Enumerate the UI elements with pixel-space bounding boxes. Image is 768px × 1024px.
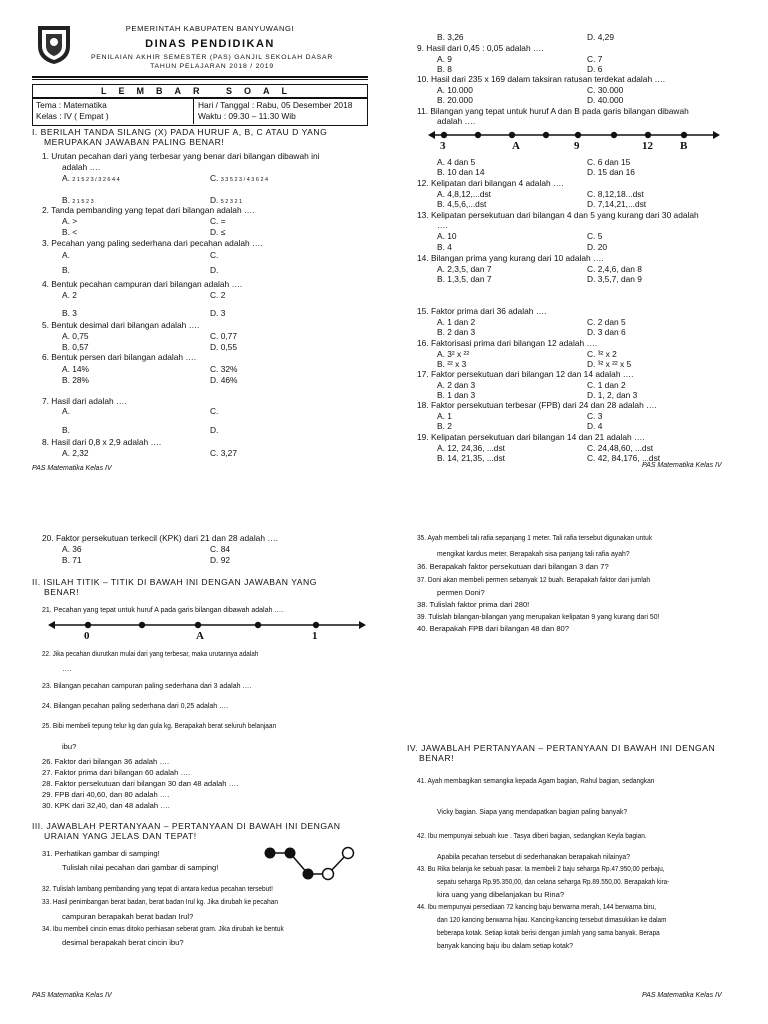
question-27: 27. Faktor prima dari bilangan 60 adalah …. (42, 768, 191, 777)
question-3: 3. Pecahan yang paling sederhana dari pecahan adalah …. (42, 238, 263, 248)
option-13a[interactable]: A. 10 (437, 231, 457, 241)
option-13b[interactable]: B. 4 (437, 242, 452, 252)
option-3a[interactable]: A. (62, 250, 70, 260)
option-14d[interactable]: D. 3,5,7, dan 9 (587, 274, 642, 284)
option-16c[interactable]: C. ³² x 2 (587, 349, 617, 359)
info-hari: Hari / Tanggal : Rabu, 05 Desember 2018 (198, 100, 353, 110)
question-15: 15. Faktor prima dari 36 adalah …. (417, 306, 547, 316)
question-11-cont: adalah …. (437, 116, 476, 126)
option-8b[interactable]: B. 3,26 (437, 32, 464, 42)
lembar-soal-title: LEMBAR SOAL (32, 84, 368, 98)
option-1a[interactable]: A. 2 1 5 2 3 / 3 2 6 4 4 (62, 173, 120, 183)
footer-page1-right: PAS Matematika Kelas IV (642, 462, 722, 469)
nl11-label-3: 3 (440, 140, 446, 152)
option-20a[interactable]: A. 36 (62, 544, 82, 554)
question-36: 36. Berapakah faktor persekutuan dari bilangan 3 dan 7? (417, 562, 609, 571)
question-25-cont: ibu? (62, 742, 77, 751)
nl21-label-1: 1 (312, 630, 318, 642)
section-1-heading: I. BERILAH TANDA SILANG (X) PADA HURUF A, B, C ATAU D YANG MERUPAKAN JAWABAN PALING BENAR! (32, 127, 328, 147)
question-11: 11. Bilangan yang tepat untuk huruf A dan B pada garis bilangan dibawah (417, 106, 689, 116)
option-3b[interactable]: B. (62, 265, 70, 275)
option-6b[interactable]: B. 28% (62, 375, 90, 385)
nl21-label-A: A (196, 630, 204, 642)
option-4d[interactable]: D. 3 (210, 308, 226, 318)
option-9a[interactable]: A. 9 (437, 54, 452, 64)
question-39: 39. Tulislah bilangan-bilangan yang merupakan kelipatan 9 yang kurang dari 50! (417, 612, 660, 621)
option-13c[interactable]: C. 5 (587, 231, 603, 241)
option-15c[interactable]: C. 2 dan 5 (587, 317, 626, 327)
question-2: 2. Tanda pembanding yang tepat dari bilangan adalah …. (42, 205, 255, 215)
option-14c[interactable]: C. 2,4,6, dan 8 (587, 264, 642, 274)
question-35: 35. Ayah membeli tali rafia sepanjang 1 meter. Tali rafia tersebut digunakan untuk (417, 533, 653, 542)
option-16b[interactable]: B. ²² x 3 (437, 359, 467, 369)
question-31: 31. Perhatikan gambar di samping! (42, 849, 160, 858)
nl11-label-B: B (680, 140, 688, 152)
option-17b[interactable]: B. 1 dan 3 (437, 390, 476, 400)
question-35-cont: mengikat kardus meter. Berapakah sisa panjang tali rafia ayah? (437, 549, 630, 558)
option-3d[interactable]: D. (210, 265, 219, 275)
option-12b[interactable]: B. 4,5,6,...dst (437, 199, 487, 209)
option-2d[interactable]: D. ≤ (210, 227, 226, 237)
circle-diagram (256, 842, 364, 886)
option-20d[interactable]: D. 92 (210, 555, 231, 565)
question-17: 17. Faktor persekutuan dari bilangan 12 dan 14 adalah …. (417, 369, 634, 379)
question-4: 4. Bentuk pecahan campuran dari bilangan adalah …. (42, 279, 243, 289)
option-3c[interactable]: C. (210, 250, 219, 260)
question-44-cont: dan 120 kancing berwarna hijau. Kancing-kancing tersebut dimasukkan ke dalam (437, 915, 667, 924)
question-32: 32. Tulislah lambang pembanding yang tepat di antara kedua pecahan tersebut! (42, 884, 273, 893)
option-19a[interactable]: A. 12, 24,36, ...dst (437, 443, 505, 453)
number-line-21 (48, 618, 366, 644)
question-43-cont2: kira uang yang dibelanjakan bu Rina? (437, 890, 565, 899)
header-line1: PEMERINTAH KABUPATEN BANYUWANGI (125, 24, 295, 33)
option-2c[interactable]: C. = (210, 216, 226, 226)
option-9b[interactable]: B. 8 (437, 64, 452, 74)
option-4b[interactable]: B. 3 (62, 308, 77, 318)
question-29: 29. FPB dari 40,60, dan 80 adalah …. (42, 790, 170, 799)
option-5d[interactable]: D. 0,55 (210, 342, 238, 352)
question-22: 22. Jika pecahan diurutkan mulai dari yang terbesar, maka urutannya adalah (42, 649, 259, 658)
option-17a[interactable]: A. 2 dan 3 (437, 380, 476, 390)
section-4-heading: IV. JAWABLAH PERTANYAAN – PERTANYAAN DI BAWAH INI DENGAN BENAR! (407, 743, 716, 763)
option-10a[interactable]: A. 10.000 (437, 85, 473, 95)
question-7: 7. Hasil dari adalah …. (42, 396, 127, 406)
question-43-cont: sepatu seharga Rp.95.350,00, dan celana seharga Rp.89.550,00. Berapakah kira- (437, 877, 670, 886)
option-4a[interactable]: A. 2 (62, 290, 77, 300)
option-9c[interactable]: C. 7 (587, 54, 603, 64)
number-line-11 (428, 128, 720, 154)
option-7b[interactable]: B. (62, 425, 70, 435)
section-3-heading: III. JAWABLAH PERTANYAAN – PERTANYAAN DI BAWAH INI DENGAN URAIAN YANG JELAS DAN TEPAT! (32, 821, 341, 841)
option-12d[interactable]: D. 7,14,21,...dst (587, 199, 647, 209)
question-44: 44. Ibu mempunyai persediaan 72 kancing baju berwarna merah, 144 berwarna biru, (417, 902, 657, 911)
option-19b[interactable]: B. 14, 21,35, ...dst (437, 453, 505, 463)
question-33: 33. Hasil penimbangan berat badan, berat badan Irul kg. Jika dirubah ke pecahan (42, 897, 278, 906)
header-line2: DINAS PENDIDIKAN (145, 38, 275, 50)
option-8a[interactable]: A. 2,32 (62, 448, 89, 458)
question-25: 25. Bibi membeli tepung telur kg dan gula kg. Berapakah berat seluruh belanjaan (42, 721, 277, 730)
option-15b[interactable]: B. 2 dan 3 (437, 327, 476, 337)
option-14b[interactable]: B. 1,3,5, dan 7 (437, 274, 492, 284)
nl21-label-0: 0 (84, 630, 90, 642)
option-1b[interactable]: B. 2 1 5 2 3 (62, 195, 94, 205)
option-11b[interactable]: B. 10 dan 14 (437, 167, 485, 177)
question-30: 30. KPK dari 32,40, dan 48 adalah …. (42, 801, 170, 810)
option-11a[interactable]: A. 4 dan 5 (437, 157, 476, 167)
option-19c[interactable]: C. 24,48,60, ...dst (587, 443, 654, 453)
option-13d[interactable]: D. 20 (587, 242, 608, 252)
option-8c[interactable]: C. 3,27 (210, 448, 238, 458)
question-43: 43. Bu Rika belanja ke sebuah pasar. Ia membeli 2 baju seharga Rp.47.950,00 perbaju, (417, 864, 665, 873)
option-16a[interactable]: A. 3² x ²² (437, 349, 470, 359)
option-17c[interactable]: C. 1 dan 2 (587, 380, 626, 390)
question-26: 26. Faktor dari bilangan 36 adalah …. (42, 757, 170, 766)
option-7c[interactable]: C. (210, 406, 219, 416)
question-44-cont2: beberapa kotak. Setiap kotak berisi dengan jumlah yang sama banyak. Berapa (437, 928, 660, 937)
footer-page1-left: PAS Matematika Kelas IV (32, 465, 112, 472)
option-4c[interactable]: C. 2 (210, 290, 226, 300)
option-2b[interactable]: B. < (62, 227, 78, 237)
option-15a[interactable]: A. 1 dan 2 (437, 317, 476, 327)
info-tema: Tema : Matematika (36, 100, 107, 110)
question-1-cont: adalah …. (62, 162, 101, 172)
question-37-cont: permen Doni? (437, 588, 485, 597)
question-24: 24. Bilangan pecahan paling sederhana dari 0,25 adalah …. (42, 701, 229, 710)
question-44-cont3: banyak kancing baju ibu dalam setiap kotak? (437, 941, 574, 950)
question-6: 6. Bentuk persen dari bilangan adalah …. (42, 352, 197, 362)
question-21: 21. Pecahan yang tepat untuk huruf A pada garis bilangan dibawah adalah …. (42, 605, 284, 614)
question-16: 16. Faktorisasi prima dari bilangan 12 adalah …. (417, 338, 598, 348)
question-13: 13. Kelipatan persekutuan dari bilangan 4 dan 5 yang kurang dari 30 adalah (417, 210, 699, 220)
question-23: 23. Bilangan pecahan campuran paling sederhana dari 3 adalah …. (42, 681, 252, 690)
option-7d[interactable]: D. (210, 425, 219, 435)
question-42: 42. Ibu mempunyai sebuah kue . Tasya diberi bagian, sedangkan Keyla bagian. (417, 831, 647, 840)
question-41-cont: Vicky bagian. Siapa yang mendapatkan bagian paling banyak? (437, 807, 628, 816)
question-37: 37. Doni akan membeli permen sebanyak 12 buah. Berapakah faktor dari jumlah (417, 575, 651, 584)
question-38: 38. Tulislah faktor prima dari 280! (417, 600, 530, 609)
option-5c[interactable]: C. 0,77 (210, 331, 238, 341)
question-34: 34. Ibu membeli cincin emas ditoko perhiasan seberat gram. Jika dirubah ke bentuk (42, 924, 284, 933)
question-18: 18. Faktor persekutuan terbesar (FPB) dari 24 dan 28 adalah …. (417, 400, 657, 410)
option-6c[interactable]: C. 32% (210, 364, 238, 374)
question-14: 14. Bilangan prima yang kurang dari 10 adalah …. (417, 253, 604, 263)
option-10c[interactable]: C. 30.000 (587, 85, 624, 95)
header-separator-thin (32, 79, 368, 80)
info-kelas: Kelas : IV ( Empat ) (36, 111, 109, 121)
option-5b[interactable]: B. 0,57 (62, 342, 89, 352)
question-13-cont: …. (437, 220, 448, 230)
question-10: 10. Hasil dari 235 x 169 dalam taksiran ratusan terdekat adalah …. (417, 74, 666, 84)
option-20c[interactable]: C. 84 (210, 544, 231, 554)
option-18b[interactable]: B. 2 (437, 421, 452, 431)
option-15d[interactable]: D. 3 dan 6 (587, 327, 626, 337)
option-11c[interactable]: C. 6 dan 15 (587, 157, 631, 167)
info-waktu: Waktu : 09.30 – 11.30 Wib (198, 111, 296, 121)
option-19d[interactable]: C. 42, 84,176, ...dst (587, 453, 661, 463)
option-12a[interactable]: A. 4,8,12,...dst (437, 189, 492, 199)
question-28: 28. Faktor persekutuan dari bilangan 30 dan 48 adalah …. (42, 779, 239, 788)
option-12c[interactable]: C. 8,12,18...dst (587, 189, 644, 199)
nl11-label-A: A (512, 140, 520, 152)
nl11-label-12: 12 (642, 140, 653, 152)
option-5a[interactable]: A. 0,75 (62, 331, 89, 341)
option-8d[interactable]: D. 4,29 (587, 32, 615, 42)
option-9d[interactable]: D. 6 (587, 64, 603, 74)
question-20: 20. Faktor persekutuan terkecil (KPK) dari 21 dan 28 adalah …. (42, 533, 279, 543)
option-18a[interactable]: A. 1 (437, 411, 452, 421)
option-18d[interactable]: D. 4 (587, 421, 603, 431)
question-9: 9. Hasil dari 0,45 : 0,05 adalah …. (417, 43, 544, 53)
question-1: 1. Urutan pecahan dari yang terbesar yang benar dari bilangan dibawah ini (42, 151, 320, 161)
question-33-cont: campuran berapakah berat badan Irul? (62, 912, 194, 921)
option-10b[interactable]: B. 20.000 (437, 95, 473, 105)
question-41: 41. Ayah membagikan semangka kepada Agam bagian, Rahul bagian, sedangkan (417, 776, 655, 785)
option-18c[interactable]: C. 3 (587, 411, 603, 421)
header-separator (32, 76, 368, 78)
question-42-cont: Apabila pecahan tersebut di sederhanakan berapakah nilainya? (437, 852, 631, 861)
question-22-cont: …. (62, 664, 72, 673)
question-19: 19. Kelipatan persekutuan dari bilangan 14 dan 21 adalah …. (417, 432, 645, 442)
footer-page2-left: PAS Matematika Kelas IV (32, 992, 112, 999)
question-31-cont: Tulislah nilai pecahan dari gambar di samping! (62, 863, 219, 872)
option-1c[interactable]: C. 3 3 5 2 3 / 4 3 6 2 4 (210, 173, 269, 183)
question-8: 8. Hasil dari 0,8 x 2,9 adalah …. (42, 437, 162, 447)
section-2-heading: II. ISILAH TITIK – TITIK DI BAWAH INI DENGAN JAWABAN YANG BENAR! (32, 577, 317, 597)
option-1d[interactable]: D. 5 2 3 2 1 (210, 195, 243, 205)
option-14a[interactable]: A. 2,3,5, dan 7 (437, 264, 492, 274)
option-16d[interactable]: D. ³² x ²² x 5 (587, 359, 632, 369)
option-10d[interactable]: D. 40.000 (587, 95, 624, 105)
header-line4: TAHUN PELAJARAN 2018 / 2019 (150, 63, 274, 70)
option-7a[interactable]: A. (62, 406, 70, 416)
info-divider (193, 98, 194, 124)
option-2a[interactable]: A. > (62, 216, 78, 226)
question-5: 5. Bentuk desimal dari bilangan adalah …. (42, 320, 200, 330)
header-line3: PENILAIAN AKHIR SEMESTER (PAS) GANJIL SEKOLAH DASAR (90, 54, 334, 61)
option-11d[interactable]: D. 15 dan 16 (587, 167, 635, 177)
question-12: 12. Kelipatan dari bilangan 4 adalah …. (417, 178, 564, 188)
option-6d[interactable]: D. 46% (210, 375, 238, 385)
question-40: 40. Berapakah FPB dari bilangan 48 dan 80? (417, 624, 569, 633)
option-20b[interactable]: B. 71 (62, 555, 82, 565)
option-6a[interactable]: A. 14% (62, 364, 90, 374)
footer-page2-right: PAS Matematika Kelas IV (642, 992, 722, 999)
option-17d[interactable]: D. 1, 2, dan 3 (587, 390, 638, 400)
question-34-cont: desimal berapakah berat cincin ibu? (62, 938, 184, 947)
nl11-label-9: 9 (574, 140, 580, 152)
